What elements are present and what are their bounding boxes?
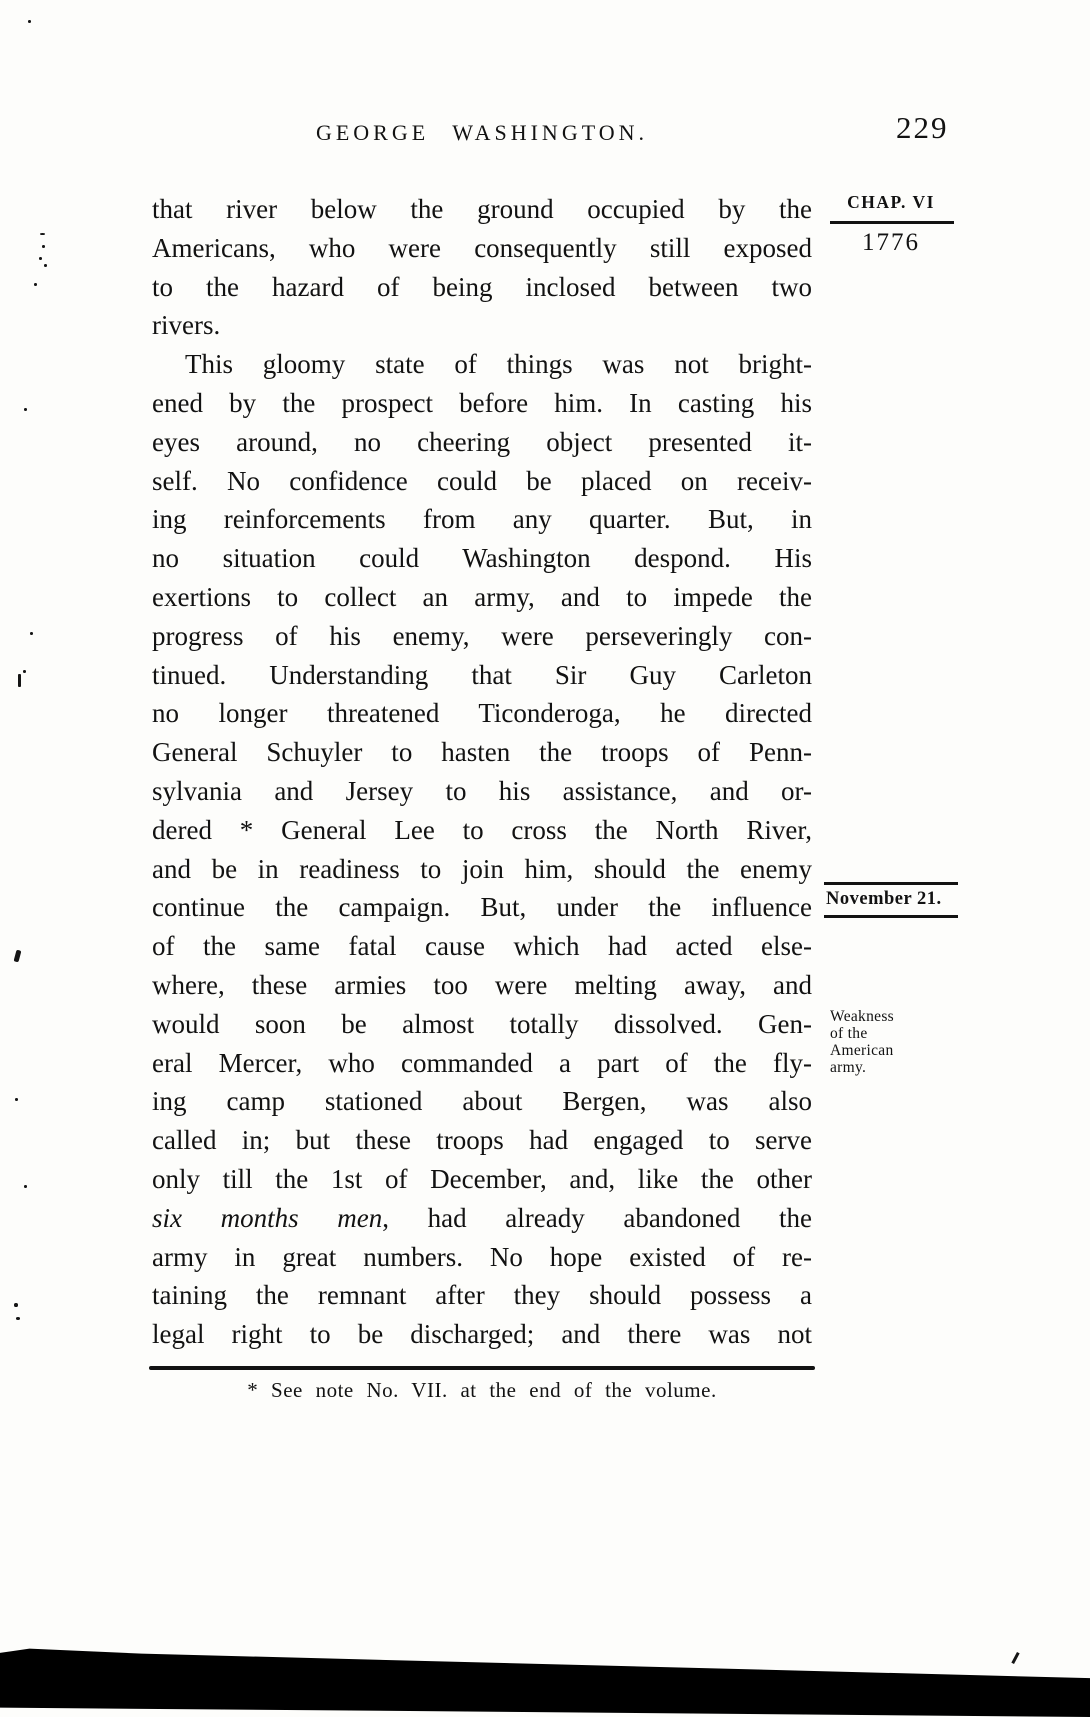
scan-speck (44, 264, 47, 267)
body-line: legal right to be discharged; and there was not (152, 1319, 812, 1350)
chapter-rule (830, 221, 954, 224)
body-line: that river below the ground occupied by the (152, 194, 812, 224)
scan-speck (42, 245, 45, 248)
chapter-label: CHAP. VI (847, 192, 935, 212)
body-line: taining the remnant after they should possess a (152, 1280, 812, 1311)
side-note-line: of the (830, 1025, 868, 1042)
body-line: to the hazard of being inclosed between two (152, 271, 812, 302)
body-line: only till the 1st of December, and, like the other (152, 1163, 812, 1194)
body-line: would soon be almost totally dissolved. Gen- (152, 1008, 812, 1039)
body-line: eyes around, no cheering object presented it- (152, 426, 812, 457)
year-label: 1776 (862, 229, 920, 256)
side-note-line: Weakness (830, 1008, 894, 1025)
margin-date-note: November 21. (824, 882, 958, 918)
body-line: sylvania and Jersey to his assistance, and or- (152, 775, 812, 806)
body-line: no longer threatened Ticonderoga, he directed (152, 698, 812, 729)
scan-artifact-band (0, 1645, 1090, 1717)
scan-artifact-slash (1011, 1652, 1019, 1664)
body-line: continue the campaign. But, under the influence (152, 892, 812, 923)
body-line: ing reinforcements from any quarter. But, in (152, 504, 812, 535)
scan-speck (30, 632, 33, 635)
body-line: where, these armies too were melting away, and (152, 969, 812, 1000)
body-line: tinued. Understanding that Sir Guy Carleton (152, 659, 812, 690)
body-line: ened by the prospect before him. In casting his (152, 387, 812, 418)
body-line: General Schuyler to hasten the troops of Penn- (152, 737, 812, 768)
body-line: and be in readiness to join him, should the enemy (152, 853, 812, 884)
scan-speck (14, 950, 22, 963)
body-paragraph (152, 345, 812, 1354)
footnote-rule (149, 1366, 815, 1370)
page-number: 229 (896, 110, 949, 145)
body-line: army in great numbers. No hope existed of re- (152, 1241, 812, 1272)
scan-speck (23, 670, 26, 673)
scan-speck (14, 1303, 18, 1307)
page-title: GEORGE WASHINGTON. (315, 120, 649, 145)
body-line: rivers. (152, 310, 221, 341)
body-text (152, 190, 812, 1354)
scan-speck (39, 257, 42, 260)
scan-speck (28, 20, 31, 23)
body-line: six months men, had already abandoned the (152, 1202, 812, 1233)
side-note-line: army. (830, 1059, 867, 1076)
side-note (830, 1008, 970, 1076)
scan-speck (24, 1185, 27, 1188)
scan-speck (15, 1098, 18, 1101)
scan-speck (18, 674, 21, 687)
body-line: called in; but these troops had engaged to serve (152, 1125, 812, 1156)
body-line: of the same fatal cause which had acted else- (152, 931, 812, 962)
body-line: Americans, who were consequently still exposed (152, 232, 812, 263)
body-line: This gloomy state of things was not bright- (185, 349, 812, 380)
body-line: self. No confidence could be placed on receiv- (152, 465, 812, 496)
body-line: ing camp stationed about Bergen, was also (152, 1086, 812, 1117)
side-note-line: American (830, 1042, 894, 1059)
body-line: no situation could Washington despond. His (152, 543, 812, 574)
scan-speck (34, 283, 37, 286)
scan-speck (24, 408, 27, 411)
body-paragraph (152, 190, 812, 345)
scan-speck (16, 1317, 20, 1320)
body-line: exertions to collect an army, and to impede the (152, 581, 812, 612)
body-line: progress of his enemy, were perseveringly con- (152, 620, 812, 651)
scan-speck (40, 233, 45, 235)
body-line: dered * General Lee to cross the North River, (152, 814, 812, 845)
footnote: * See note No. VII. at the end of the volume. (247, 1378, 717, 1402)
body-line: eral Mercer, who commanded a part of the fly- (152, 1047, 812, 1078)
